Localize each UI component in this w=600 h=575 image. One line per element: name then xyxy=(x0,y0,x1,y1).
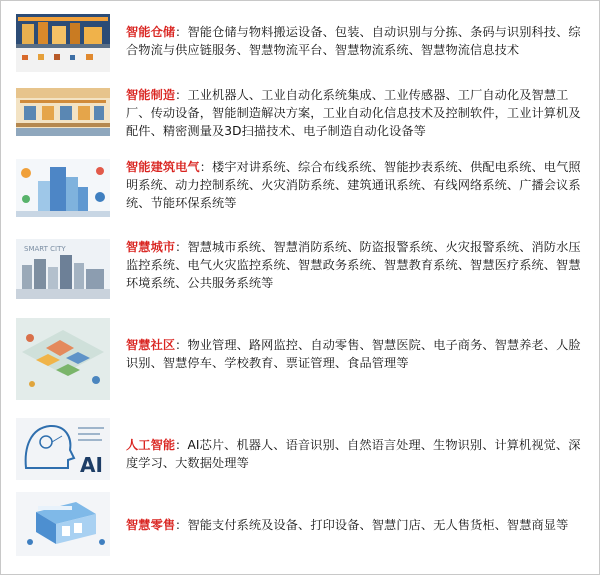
list-item-smart-retail xyxy=(0,492,600,560)
smart-city-caption: SMART CITY xyxy=(24,245,66,253)
separator: ： xyxy=(175,25,188,39)
smart-city-image xyxy=(16,239,110,299)
category-label: 人工智能 xyxy=(126,438,176,452)
retail-store-icon xyxy=(16,492,110,556)
list-item-smart-city xyxy=(0,236,600,302)
item-description xyxy=(126,158,588,212)
category-label: 智能制造 xyxy=(126,88,176,102)
item-text: 智能支付系统及设备、打印设备、智慧门店、无人售货柜、智慧商显等 xyxy=(187,518,569,532)
category-label: 智慧社区 xyxy=(126,338,176,352)
smart-building-image xyxy=(16,159,110,217)
category-label: 智慧零售 xyxy=(126,518,176,532)
item-description xyxy=(126,238,588,292)
item-text: 物业管理、路网监控、自动零售、智慧医院、电子商务、智慧养老、人脸识别、智慧停车、学校教育、票证管理、食品管理等 xyxy=(126,338,581,370)
category-label: 智能建筑电气 xyxy=(126,160,200,174)
item-description xyxy=(126,516,588,534)
separator: ： xyxy=(175,438,188,452)
separator: ： xyxy=(175,518,188,532)
category-label: 智慧城市 xyxy=(126,240,176,254)
city-icon xyxy=(16,239,110,299)
list-item-smart-warehouse xyxy=(0,12,600,72)
list-item-smart-manufacturing xyxy=(0,86,600,142)
separator: ： xyxy=(175,88,188,102)
list-item-smart-building-electrical xyxy=(0,156,600,222)
item-description xyxy=(126,336,588,372)
item-text: 楼宇对讲系统、综合布线系统、智能抄表系统、供配电系统、电气照明系统、动力控制系统、火灾消防系统、建筑通讯系统、有线网络系统、广播会议系统、节能环保系统等 xyxy=(126,160,581,210)
item-description xyxy=(126,436,588,472)
community-icon xyxy=(16,318,110,400)
smart-warehouse-image xyxy=(16,14,110,72)
separator: ： xyxy=(199,160,213,174)
item-description xyxy=(126,23,588,59)
smart-factory-image xyxy=(16,88,110,136)
smart-community-image xyxy=(16,318,110,400)
list-item-smart-community xyxy=(0,316,600,402)
separator: ： xyxy=(175,240,188,254)
smart-retail-image xyxy=(16,492,110,556)
item-text: AI芯片、机器人、语音识别、自然语言处理、生物识别、计算机视觉、深度学习、大数据处理等 xyxy=(126,438,581,470)
item-text: 智慧城市系统、智慧消防系统、防盗报警系统、火灾报警系统、消防水压监控系统、电气火灾监控系统、智慧政务系统、智慧教育系统、智慧医疗系统、智慧环境系统、公共服务系统等 xyxy=(126,240,581,290)
list-item-artificial-intelligence xyxy=(0,416,600,482)
ai-caption: AI xyxy=(80,453,103,477)
ai-head-icon xyxy=(16,418,110,480)
factory-icon xyxy=(16,88,110,136)
item-text: 智能仓储与物料搬运设备、包装、自动识别与分拣、条码与识别科技、综合物流与供应链服务、智慧物流平台、智慧物流系统、智慧物流信息技术 xyxy=(126,25,581,57)
building-icon xyxy=(16,159,110,217)
item-text: 工业机器人、工业自动化系统集成、工业传感器、工厂自动化及智慧工厂、传动设备，智能制造解决方案，工业自动化信息技术及控制软件，工业计算机及配件、精密测量及3D扫描技术、电子制造自动化设备等 xyxy=(126,88,581,138)
category-label: 智能仓储 xyxy=(126,25,176,39)
separator: ： xyxy=(175,338,188,352)
ai-image xyxy=(16,418,110,480)
item-description xyxy=(126,86,588,140)
warehouse-icon xyxy=(16,14,110,72)
